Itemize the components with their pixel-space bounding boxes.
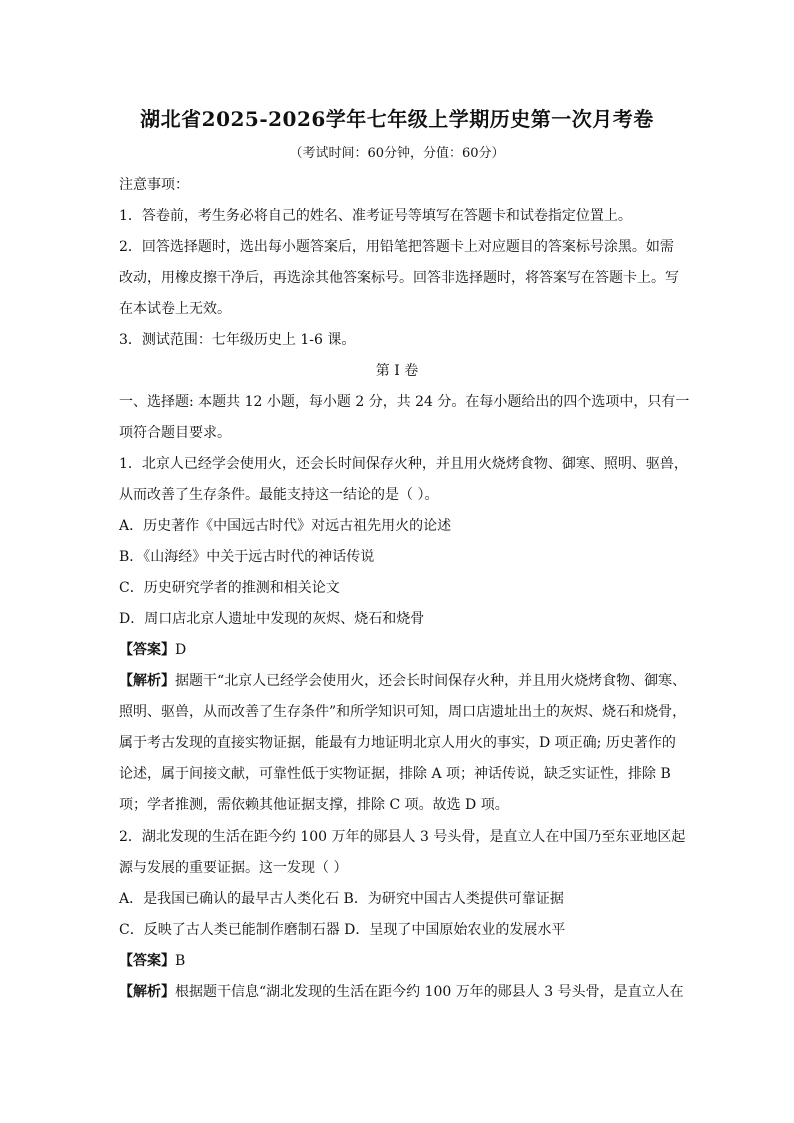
q1-analysis-text-1: 据题干“北京人已经学会使用火，还会长时间保存火种，并且用火烧烤食物、御寒、 xyxy=(175,673,687,689)
q2-answer-value: B xyxy=(175,953,186,969)
q2-answer-label: 【答案】 xyxy=(119,953,175,969)
q1-analysis-line-4: 论述，属于间接文献，可靠性低于实物证据，排除 A 项；神话传说，缺乏实证性，排除 B xyxy=(119,766,671,782)
exam-info: （考试时间：60分钟，分值：60分） xyxy=(289,146,505,161)
section-instruction-line-1: 一、选择题: 本题共 12 小题，每小题 2 分，共 24 分。在每小题给出的四个选项中，只有一 xyxy=(119,394,690,410)
q1-option-b: B．《山海经》中关于远古时代的神话传说 xyxy=(119,549,375,565)
q2-analysis-text-1: 根据题干信息“湖北发现的生活在距今约 100 万年的郧县人 3 号头骨，是直立人在 xyxy=(175,984,684,1000)
section-title: 第 I 卷 xyxy=(375,363,419,379)
note-item-2-line-3: 在本试卷上无效。 xyxy=(119,301,231,317)
q2-stem-line-2: 源与发展的重要证据。这一发现（ ） xyxy=(119,860,348,876)
q1-stem-line-2: 从而改善了生存条件。最能支持这一结论的是（ ）。 xyxy=(119,487,439,503)
q1-option-d: D．周口店北京人遗址中发现的灰烬、烧石和烧骨 xyxy=(119,611,425,627)
q2-analysis-line-1 xyxy=(119,981,684,1003)
note-item-3: 3．测试范围：七年级历史上 1-6 课。 xyxy=(119,332,356,348)
q1-analysis-line-3: 属于考古发现的直接实物证据，能最有力地证明北京人用火的事实，D 项正确; 历史著作的 xyxy=(119,735,676,751)
q1-stem-line-1: 1．北京人已经学会使用火，还会长时间保存火种，并且用火烧烤食物、御寒、照明、驱兽， xyxy=(119,456,688,472)
q2-answer xyxy=(119,950,679,972)
q1-answer xyxy=(119,639,679,661)
q1-analysis-line-1 xyxy=(119,670,687,692)
note-item-2-line-1: 2．回答选择题时，选出每小题答案后，用铅笔把答题卡上对应题目的答案标号涂黑。如需 xyxy=(119,239,674,255)
q1-analysis-line-5: 项；学者推测，需依赖其他证据支撑，排除 C 项。故选 D 项。 xyxy=(119,797,509,813)
q1-option-c: C．历史研究学者的推测和相关论文 xyxy=(119,580,340,596)
q2-options-ab: A．是我国已确认的最早古人类化石 B．为研究中国古人类提供可靠证据 xyxy=(119,891,564,907)
note-item-2-line-2: 改动，用橡皮擦干净后，再选涂其他答案标号。回答非选择题时，将答案写在答题卡上。写 xyxy=(119,270,679,286)
q1-answer-value: D xyxy=(175,642,187,658)
q1-answer-label: 【答案】 xyxy=(119,642,175,658)
q2-stem-line-1: 2．湖北发现的生活在距今约 100 万年的郧县人 3 号头骨，是直立人在中国乃至东亚地区起 xyxy=(119,829,686,845)
q1-analysis-label: 【解析】 xyxy=(119,673,175,689)
q2-options-cd: C．反映了古人类已能制作磨制石器 D．呈现了中国原始农业的发展水平 xyxy=(119,922,566,938)
q1-option-a: A．历史著作《中国远古时代》对远古祖先用火的论述 xyxy=(119,518,452,534)
note-item-1: 1．答卷前，考生务必将自己的姓名、准考证号等填写在答题卡和试卷指定位置上。 xyxy=(119,208,632,224)
q1-analysis-line-2: 照明、驱兽，从而改善了生存条件”和所学知识可知，周口店遗址出土的灰烬、烧石和烧骨， xyxy=(119,704,687,720)
page-title: 湖北省2025-2026学年七年级上学期历史第一次月考卷 xyxy=(140,107,654,131)
q2-analysis-label: 【解析】 xyxy=(119,984,175,1000)
section-instruction-line-2: 项符合题目要求。 xyxy=(119,425,231,441)
notes-heading: 注意事项： xyxy=(119,177,189,193)
